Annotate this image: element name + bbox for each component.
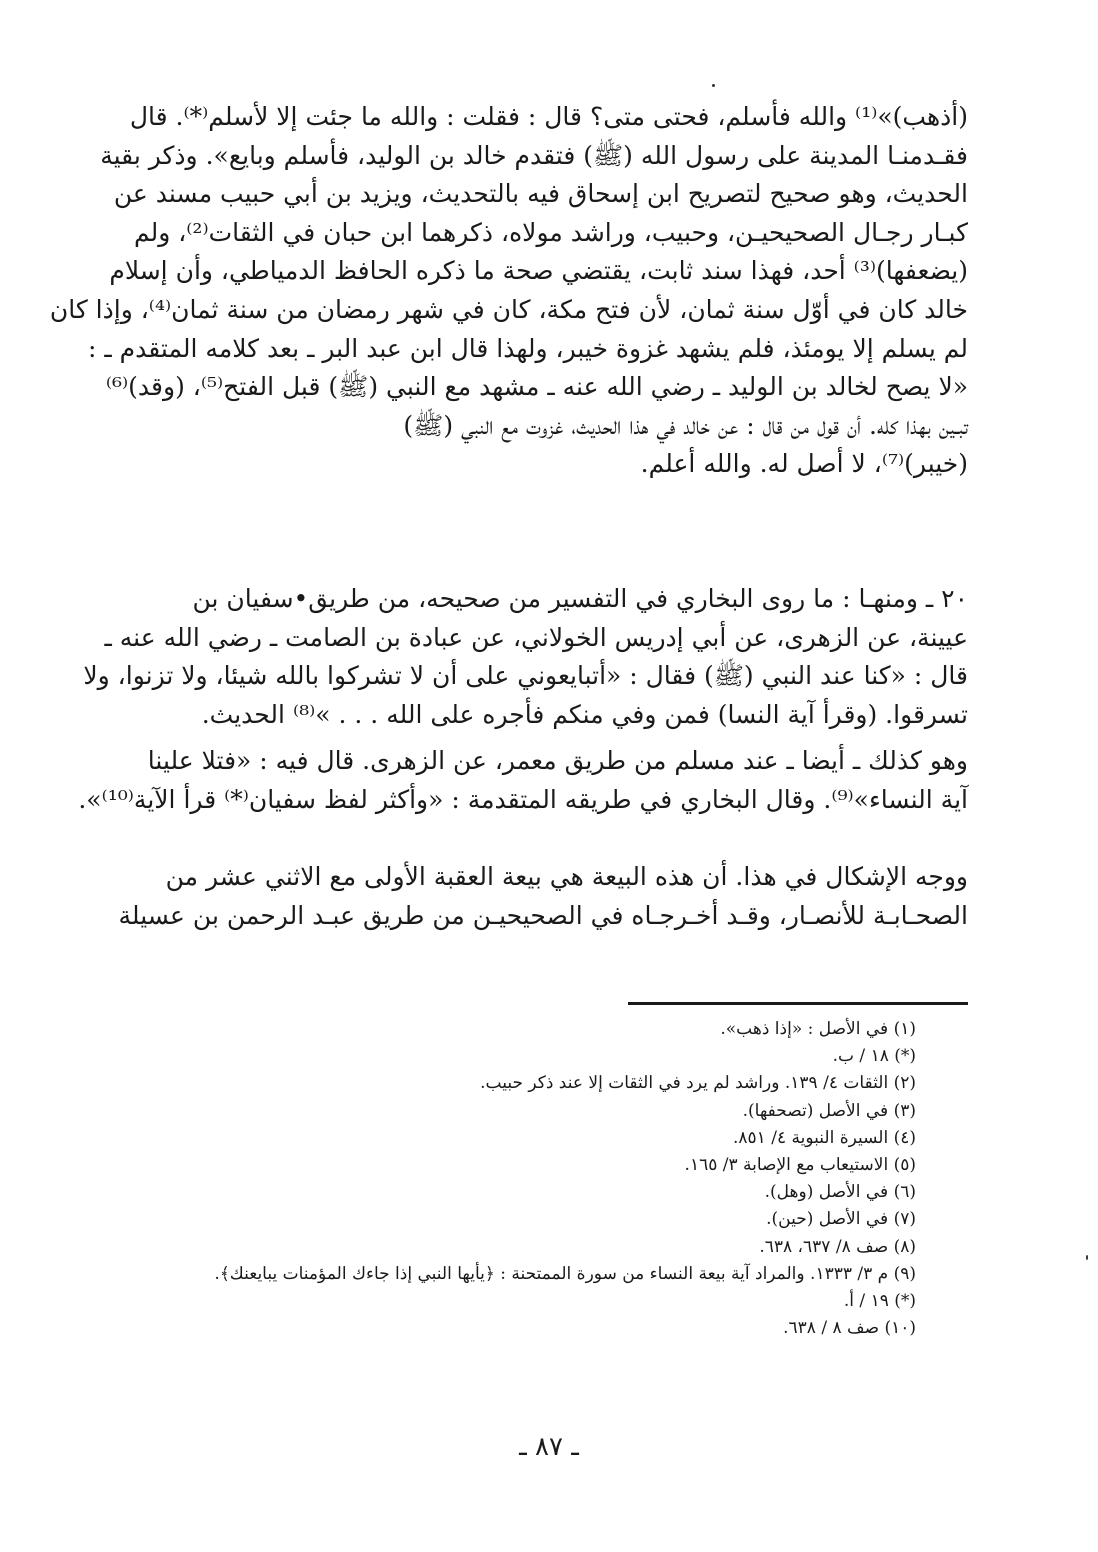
text-line: ووجه الإشكال في هذا. أن هذه البيعة هي بيعة العقبة الأولى مع الاثني عشر من — [165, 862, 968, 891]
footnote: (٤) السيرة النبوية ٤/ ٨٥١. — [733, 1127, 916, 1148]
page-number: ـ ٨٧ ـ — [519, 1432, 579, 1462]
text-line: (خيبر)⁽⁷⁾، لا أصل له. والله أعلم. — [640, 449, 968, 479]
text-line: تسرقوا. (وقرأ آية النسا) فمن وفي منكم فأجره على الله . . . »⁽⁸⁾ الحديث. — [201, 699, 968, 729]
paragraph-4 — [118, 858, 968, 935]
paragraph-2 — [83, 580, 968, 734]
footnote: (٨) صف ٨/ ٦٣٧، ٦٣٨. — [759, 1236, 916, 1257]
footnote: (٢) الثقات ٤/ ١٣٩. وراشد لم يرد في الثقات إلا عند ذكر حبيب. — [480, 1073, 916, 1094]
text-line: خالد كان في أوّل سنة ثمان، لأن فتح مكة، كان في شهر رمضان من سنة ثمان⁽⁴⁾، وإذا كان — [49, 294, 968, 324]
text-line: قال : «كنا عند النبي (ﷺ) فقال : «أتبايعوني على أن لا تشركوا بالله شيئا، ولا تزنوا، ولا — [83, 661, 968, 691]
scan-speck — [1086, 1255, 1088, 1260]
footnote: (٣) في الأصل (تصحفها). — [742, 1100, 916, 1121]
text-line: لم يسلم إلا يومئذ، فلم يشهد غزوة خيبر، ولهذا قال ابن عبد البر ـ بعد كلامه المتقدم ـ : — [88, 333, 968, 363]
paragraph-3 — [78, 742, 968, 819]
scan-speck — [712, 84, 715, 87]
paragraph-1 — [49, 98, 968, 484]
text-line: الحديث، وهو صحيح لتصريح ابن إسحاق فيه بالتحديث، ويزيد بن أبي حبيب مسند عن — [113, 179, 968, 209]
footnote-separator — [628, 1002, 968, 1005]
footnote: (٦) في الأصل (وهل). — [764, 1182, 916, 1203]
text-line: ٢٠ ـ ومنهـا : ما روى البخاري في التفسير من صحيحه، من طريق•سفيان بن — [192, 584, 968, 613]
text-line: آية النساء»⁽⁹⁾. وقال البخاري في طريقه المتقدمة : «وأكثر لفظ سفيان⁽*⁾ قرأ الآية⁽¹⁰⁾». — [78, 784, 968, 814]
footnote: (*) ١٨ / ب. — [832, 1046, 916, 1067]
text-line: الصحـابـة للأنصـار، وقـد أخـرجـاه في الصحيحيـن من طريق عبـد الرحمن بن عسيلة — [118, 900, 968, 930]
footnotes — [136, 1016, 916, 1342]
footnote: (٥) الاستيعاب مع الإصابة ٣/ ١٦٥. — [684, 1154, 916, 1175]
footnote: (٧) في الأصل (حين). — [766, 1209, 916, 1230]
text-line: فقـدمنـا المدينة على رسول الله (ﷺ) فتقدم خالد بن الوليد، فأسلم وبايع». وذكر بقية — [100, 140, 968, 170]
text-line: (يضعفها)⁽³⁾ أحد، فهذا سند ثابت، يقتضي صحة ما ذكره الحافظ الدمياطي، وأن إسلام — [109, 256, 968, 286]
text-line: وهو كذلك ـ أيضا ـ عند مسلم من طريق معمر، عن الزهرى. قال فيه : «فتلا علينا — [147, 746, 968, 775]
text-line: «لا يصح لخالد بن الوليد ـ رضي الله عنه ـ مشهد مع النبي (ﷺ) قبل الفتح⁽⁵⁾، (وقد)⁽⁶⁾ — [105, 372, 968, 402]
text-line: (أذهب)»⁽¹⁾ والله فأسلم، فحتى متى؟ قال : فقلت : والله ما جئت إلا لأسلم⁽*⁾. قال — [129, 102, 968, 131]
footnote: (١) في الأصل : «إذا ذهب». — [720, 1019, 916, 1039]
footnote: (١٠) صف ٨ / ٦٣٨. — [783, 1318, 916, 1339]
footnote: (*) ١٩ / أ. — [843, 1290, 916, 1311]
text-line: عيينة، عن الزهرى، عن أبي إدريس الخولاني، عن عبادة بن الصامت ـ رضي الله عنه ـ — [104, 622, 968, 652]
text-line: تبـين بهذا كله. أن قول من قال : عن خالد في هذا الحديث، غزوت مع النبي (ﷺ) — [403, 410, 968, 440]
footnote: (٩) م ٣/ ١٣٣٣. والمراد آية بيعة النساء من سورة الممتحنة : ﴿يأيها النبي إذا جاءك المؤمنات يبايعنك﴾. — [214, 1263, 916, 1284]
text-line: كبـار رجـال الصحيحيـن، وحبيب، وراشد مولاه، ذكرهما ابن حبان في الثقات⁽²⁾، ولم — [133, 217, 968, 247]
